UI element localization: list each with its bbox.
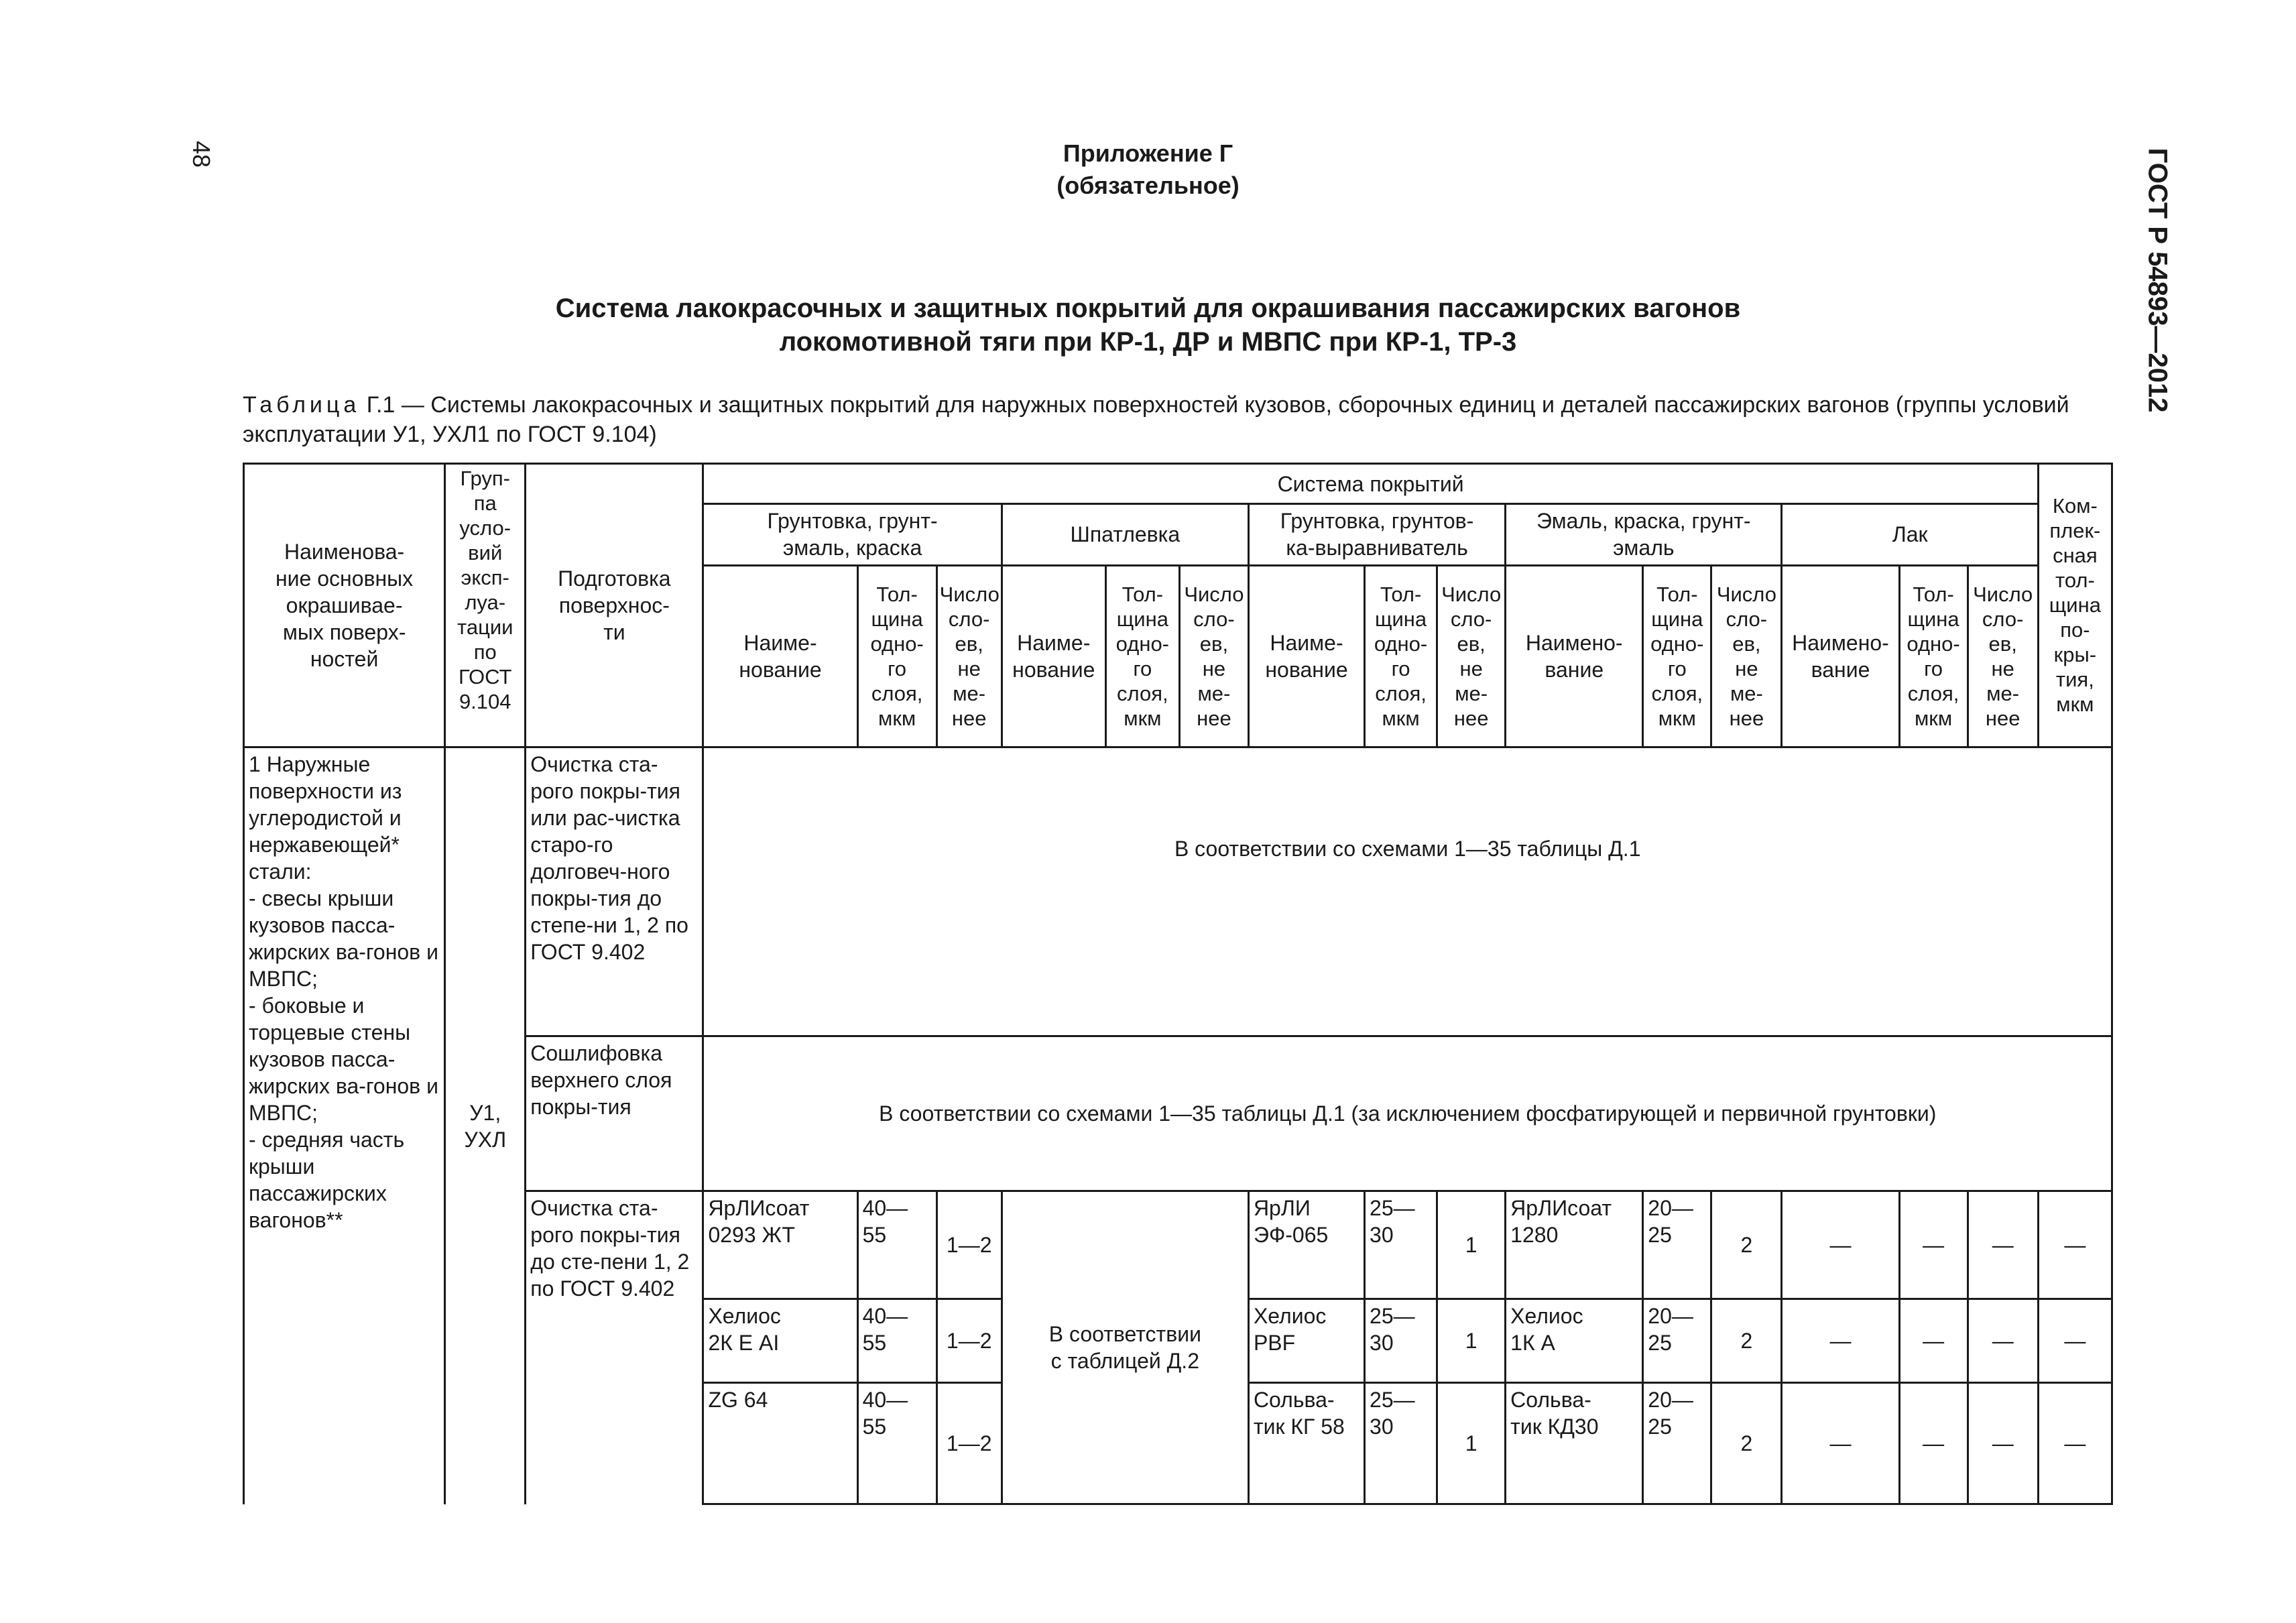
- total-thickness: —: [2038, 1191, 2112, 1299]
- enamel-layers: 2: [1711, 1191, 1782, 1299]
- table-caption: [243, 390, 2120, 449]
- subheader-putty-layers: Число сло- ев, не ме- нее: [1179, 565, 1248, 747]
- header-group: Груп- па усло- вий эксп- луа- тации по ГОСТ 9.104: [445, 464, 526, 747]
- annex-title: Приложение Г: [1063, 139, 1233, 167]
- subheader-leveler-name: Наиме- нование: [1248, 565, 1364, 747]
- enamel-thickness: 20— 25: [1643, 1383, 1711, 1504]
- header-lacquer: Лак: [1782, 504, 2038, 565]
- enamel-name: Сольва- тик КД30: [1506, 1383, 1643, 1504]
- preparation-cleaning-or-stripping: Очистка ста-рого покры-тия или рас-чистка старо-го долговеч-ного покры-тия до степе-ни 1, 2 по ГОСТ 9.402: [526, 747, 703, 1036]
- header-enamel: Эмаль, краска, грунт- эмаль: [1506, 504, 1782, 565]
- header-preparation: Подготовка поверхнос- ти: [526, 464, 703, 747]
- lacquer-name: —: [1782, 1383, 1899, 1504]
- total-thickness: —: [2038, 1299, 2112, 1382]
- preparation-cleaning: Очистка ста-рого покры-тия до сте-пени 1, 2 по ГОСТ 9.402: [526, 1191, 703, 1504]
- lacquer-layers: —: [1968, 1383, 2038, 1504]
- subheader-primer-thickness: Тол- щина одно- го слоя, мкм: [857, 565, 936, 747]
- primer-thickness: 40— 55: [857, 1191, 936, 1299]
- primer-layers: 1—2: [936, 1299, 1002, 1382]
- system-title-line2: локомотивной тяги при КР-1, ДР и МВПС при КР-1, ТР-3: [779, 327, 1517, 357]
- subheader-lacquer-thickness: Тол- щина одно- го слоя, мкм: [1899, 565, 1968, 747]
- leveler-layers: 1: [1437, 1299, 1506, 1382]
- total-thickness: —: [2038, 1383, 2112, 1504]
- subheader-putty-thickness: Тол- щина одно- го слоя, мкм: [1105, 565, 1179, 747]
- subheader-lacquer-layers: Число сло- ев, не ме- нее: [1968, 565, 2038, 747]
- header-leveler: Грунтовка, грунтов- ка-выравниватель: [1248, 504, 1505, 565]
- subheader-leveler-layers: Число сло- ев, не ме- нее: [1437, 565, 1506, 747]
- gost-code: ГОСТ Р 54893—2012: [2142, 147, 2173, 413]
- header-system: Система покрытий: [703, 464, 2038, 504]
- primer-name: Хелиос 2К Е AI: [703, 1299, 857, 1382]
- leveler-thickness: 25— 30: [1365, 1191, 1437, 1299]
- lacquer-name: —: [1782, 1191, 1899, 1299]
- subheader-lacquer-name: Наимено- вание: [1782, 565, 1899, 747]
- table-caption-label: Таблица: [243, 392, 361, 418]
- leveler-thickness: 25— 30: [1365, 1383, 1437, 1504]
- surface-description: 1 Наружные поверхности из углеродистой и нержавеющей* стали: - свесы крыши кузовов пасса-жирских ва-гонов и МВПС; - боковые и торцевые стены кузовов пасса-жирских ва-гонов и МВПС; - средняя часть крыши пассажирских вагонов**: [244, 747, 445, 1504]
- leveler-layers: 1: [1437, 1383, 1506, 1504]
- scheme-reference-partial: В соответствии со схемами 1—35 таблицы Д.1 (за исключением фосфатирующей и первичной грунтовки): [703, 1036, 2112, 1191]
- subheader-leveler-thickness: Тол- щина одно- го слоя, мкм: [1365, 565, 1437, 747]
- system-title-line1: Система лакокрасочных и защитных покрытий для окрашивания пассажирских вагонов: [555, 294, 1741, 323]
- header-total-thickness: Ком- плек- сная тол- щина по- кры- тия, мкм: [2038, 464, 2112, 747]
- subheader-primer-layers: Число сло- ев, не ме- нее: [936, 565, 1002, 747]
- header-putty: Шпатлевка: [1002, 504, 1248, 565]
- lacquer-thickness: —: [1899, 1383, 1968, 1504]
- leveler-name: ЯрЛИ ЭФ-065: [1248, 1191, 1364, 1299]
- table-caption-text: Г.1 — Системы лакокрасочных и защитных покрытий для наружных поверхностей кузовов, сборочных единиц и деталей пассажирских вагонов (группы условий эксплуатации У1, УХЛ1 по ГОСТ 9.104): [243, 392, 2069, 447]
- subheader-enamel-thickness: Тол- щина одно- го слоя, мкм: [1643, 565, 1711, 747]
- lacquer-name: —: [1782, 1299, 1899, 1382]
- primer-name: ЯрЛИсоат 0293 ЖТ: [703, 1191, 857, 1299]
- primer-layers: 1—2: [936, 1191, 1002, 1299]
- subheader-enamel-name: Наимено- вание: [1506, 565, 1643, 747]
- enamel-name: ЯрЛИсоат 1280: [1506, 1191, 1643, 1299]
- enamel-thickness: 20— 25: [1643, 1191, 1711, 1299]
- enamel-thickness: 20— 25: [1643, 1299, 1711, 1382]
- putty-reference: В соответствии с таблицей Д.2: [1002, 1191, 1248, 1504]
- coatings-table: [243, 463, 2113, 1505]
- enamel-layers: 2: [1711, 1299, 1782, 1382]
- subheader-enamel-layers: Число сло- ев, не ме- нее: [1711, 565, 1782, 747]
- primer-thickness: 40— 55: [857, 1299, 936, 1382]
- header-primer: Грунтовка, грунт- эмаль, краска: [703, 504, 1002, 565]
- leveler-name: Сольва- тик КГ 58: [1248, 1383, 1364, 1504]
- enamel-layers: 2: [1711, 1383, 1782, 1504]
- header-surface: Наименова- ние основных окрашивае- мых поверх- ностей: [244, 464, 445, 747]
- subheader-primer-name: Наиме- нование: [703, 565, 857, 747]
- primer-name: ZG 64: [703, 1383, 857, 1504]
- primer-layers: 1—2: [936, 1383, 1002, 1504]
- lacquer-layers: —: [1968, 1191, 2038, 1299]
- primer-thickness: 40— 55: [857, 1383, 936, 1504]
- leveler-thickness: 25— 30: [1365, 1299, 1437, 1382]
- lacquer-layers: —: [1968, 1299, 2038, 1382]
- annex-subtitle: (обязательное): [1056, 172, 1240, 199]
- lacquer-thickness: —: [1899, 1191, 1968, 1299]
- preparation-sanding: Сошлифовка верхнего слоя покры-тия: [526, 1036, 703, 1191]
- scheme-reference-full: В соответствии со схемами 1—35 таблицы Д.1: [703, 747, 2112, 1036]
- enamel-name: Хелиос 1К А: [1506, 1299, 1643, 1382]
- group-value: У1, УХЛ: [445, 747, 526, 1504]
- lacquer-thickness: —: [1899, 1299, 1968, 1382]
- page-number: 48: [188, 140, 215, 168]
- leveler-layers: 1: [1437, 1191, 1506, 1299]
- subheader-putty-name: Наиме- нование: [1002, 565, 1105, 747]
- leveler-name: Хелиос PBF: [1248, 1299, 1364, 1382]
